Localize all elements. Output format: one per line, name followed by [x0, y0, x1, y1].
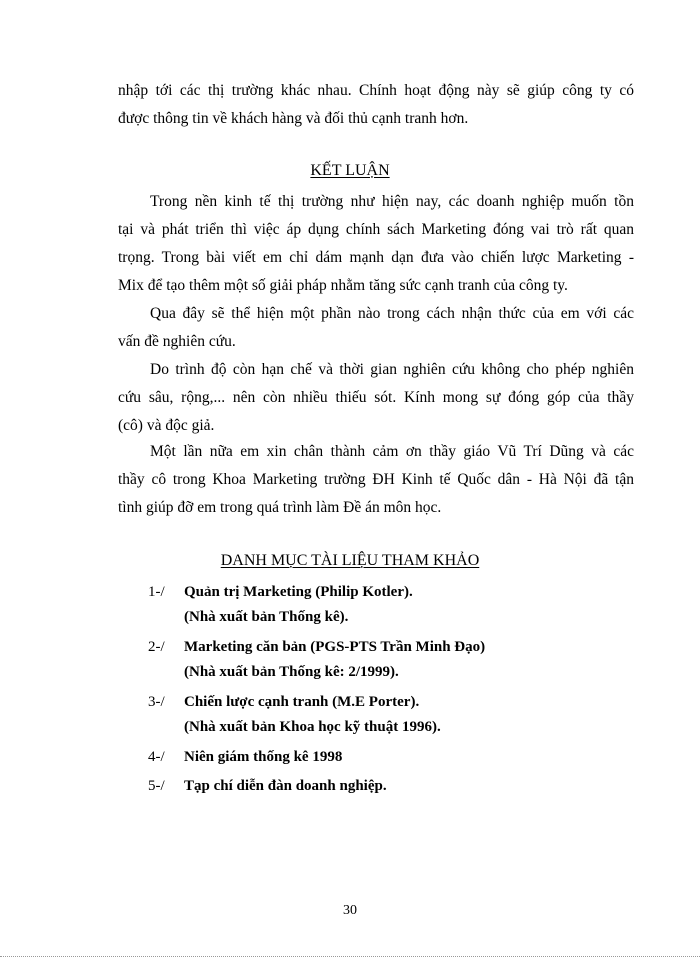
reference-number: 3-/ [148, 694, 165, 710]
text-line: Trong nền kinh tế thị trường như hiện nay, các doanh nghiệp muốn tồn [150, 193, 634, 210]
references-list [148, 580, 608, 798]
reference-number: 1-/ [148, 584, 165, 600]
text-line: Do trình độ còn hạn chế và thời gian nghiên cứu không cho phép nghiên [150, 361, 634, 378]
page-number: 30 [343, 903, 357, 918]
text-line: tại và phát triển thì việc áp dụng chính sách Marketing đóng vai trò rất quan [118, 221, 634, 238]
reference-title: Marketing căn bản (PGS-PTS Trần Minh Đạo) [184, 639, 486, 655]
text-line: tình giúp đỡ em trong quá trình làm Đề án môn học. [118, 499, 442, 516]
reference-item [148, 580, 608, 629]
text-line: Một lần nữa em xin chân thành cảm ơn thầy giáo Vũ Trí Dũng và các [150, 443, 634, 460]
reference-item [148, 635, 608, 684]
reference-publisher: (Nhà xuất bản Khoa học kỹ thuật 1996). [184, 718, 441, 735]
intro-paragraph [118, 77, 634, 133]
conclusion-paragraph-3 [118, 356, 634, 440]
reference-title: Quản trị Marketing (Philip Kotler). [184, 584, 413, 600]
reference-title: Tạp chí diễn đàn doanh nghiệp. [184, 777, 387, 794]
text-line: thầy cô trong Khoa Marketing trường ĐH Kinh tế Quốc dân - Hà Nội đã tận [118, 471, 634, 488]
page-bottom-rule [0, 956, 700, 957]
text-line: trọng. Trong bài viết em chỉ dám mạnh dạn đưa vào chiến lược Marketing - [118, 249, 634, 266]
reference-item [148, 774, 608, 799]
reference-item [148, 690, 608, 739]
reference-title: Chiến lược cạnh tranh (M.E Porter). [184, 694, 420, 710]
reference-item [148, 745, 608, 770]
text-line: vấn đề nghiên cứu. [118, 333, 236, 350]
reference-publisher: (Nhà xuất bản Thống kê). [184, 608, 349, 625]
reference-publisher: (Nhà xuất bản Thống kê: 2/1999). [184, 663, 399, 680]
reference-number: 5-/ [148, 777, 165, 794]
text-line: (cô) và độc giả. [118, 417, 215, 434]
reference-title: Niên giám thống kê 1998 [184, 749, 343, 765]
text-line: Mix để tạo thêm một số giải pháp nhằm tăng sức cạnh tranh của công ty. [118, 277, 568, 294]
text-line: cứu sâu, rộng,... nên còn nhiều thiếu sót. Kính mong sự đóng góp của thầy [118, 389, 634, 406]
conclusion-paragraph-1 [118, 188, 634, 300]
reference-number: 2-/ [148, 639, 165, 655]
references-heading: DANH MỤC TÀI LIỆU THAM KHẢO [220, 552, 480, 569]
text-line: nhập tới các thị trường khác nhau. Chính hoạt động này sẽ giúp công ty có [118, 82, 634, 99]
conclusion-paragraph-2 [118, 300, 634, 356]
text-line: Qua đây sẽ thể hiện một phần nào trong cách nhận thức của em với các [150, 305, 634, 322]
text-line: được thông tin về khách hàng và đối thủ cạnh tranh hơn. [118, 110, 469, 127]
conclusion-paragraph-4 [118, 438, 634, 522]
reference-number: 4-/ [148, 749, 165, 765]
conclusion-heading: KẾT LUẬN [310, 162, 390, 179]
